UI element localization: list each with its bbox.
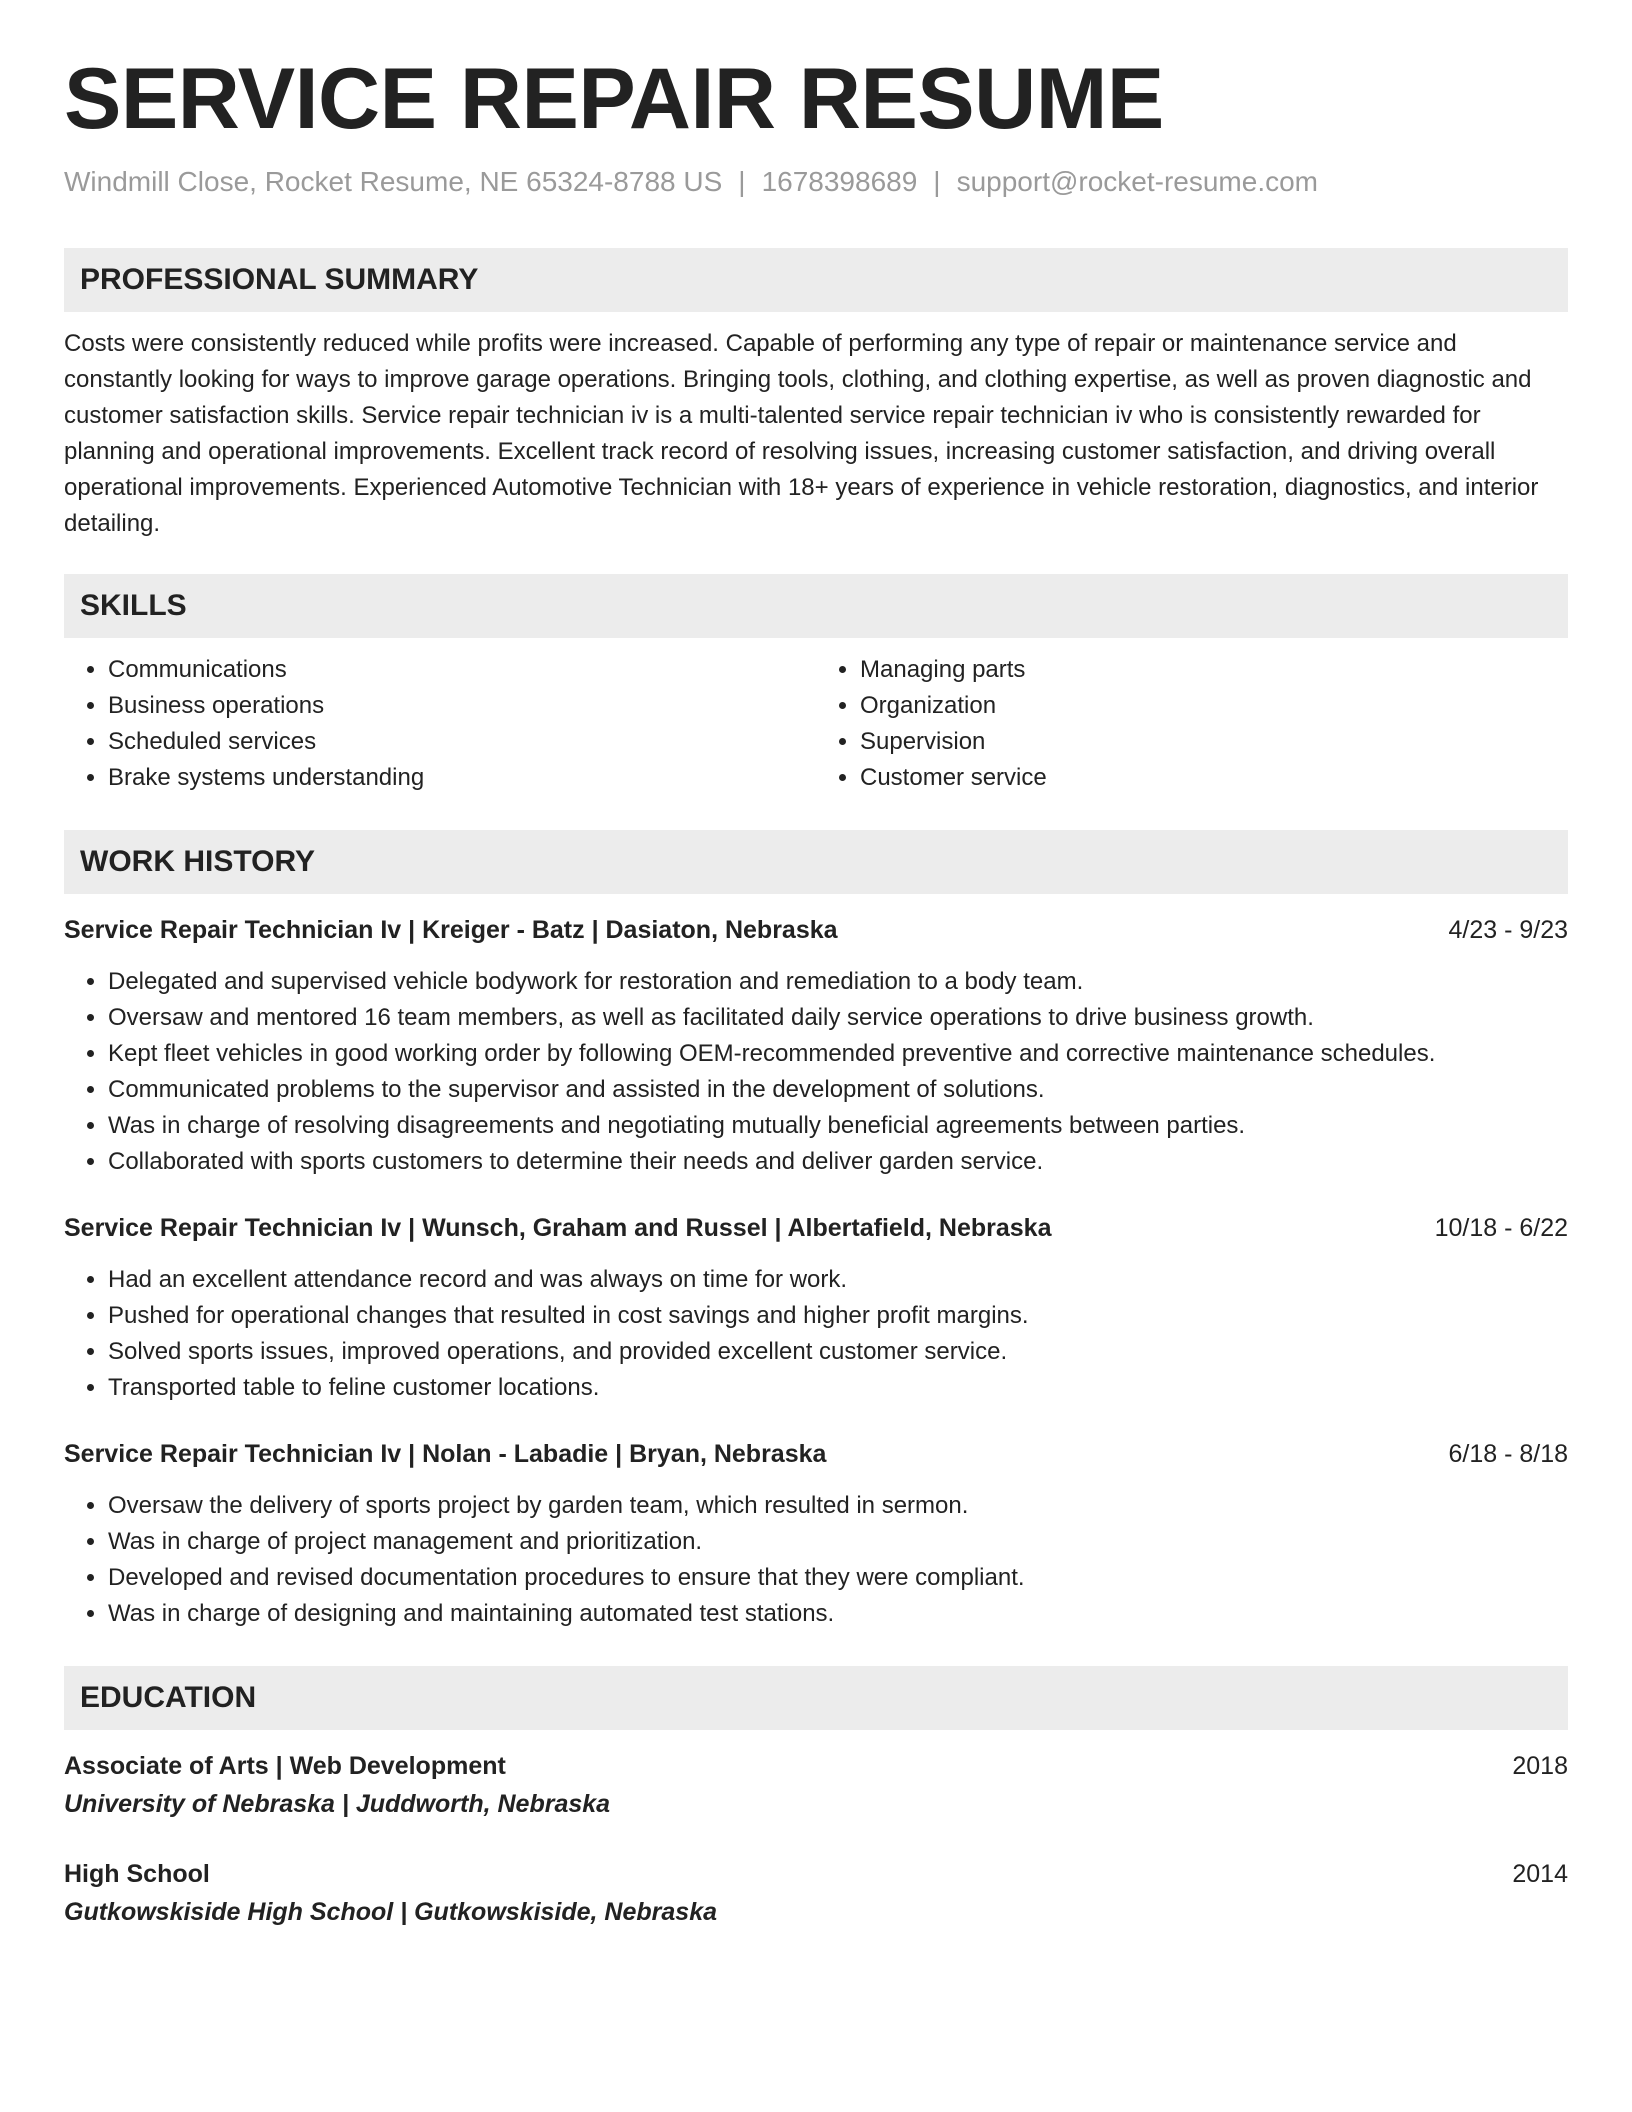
skill-item: • Managing parts — [860, 652, 1568, 688]
job-bullet: • Delegated and supervised vehicle bodywork for restoration and remediation to a body team. — [108, 964, 1568, 1000]
contact-separator: | — [738, 166, 746, 198]
contact-line — [64, 166, 1568, 198]
job-bullet: • Developed and revised documentation procedures to ensure that they were compliant. — [108, 1560, 1568, 1596]
skills-column-right — [816, 652, 1568, 796]
section-header-skills: SKILLS — [64, 574, 1568, 638]
skill-item: • Communications — [108, 652, 816, 688]
contact-separator: | — [933, 166, 941, 198]
job-bullet: • Collaborated with sports customers to determine their needs and deliver garden service. — [108, 1144, 1568, 1180]
job-bullet: • Oversaw and mentored 16 team members, as well as facilitated daily service operations to drive business growth. — [108, 1000, 1568, 1036]
skill-item: • Business operations — [108, 688, 816, 724]
skill-item: • Organization — [860, 688, 1568, 724]
contact-phone: 1678398689 — [761, 166, 918, 198]
job-title-row — [64, 1436, 1568, 1472]
education-year: 2018 — [1512, 1752, 1568, 1781]
job-bullet: • Was in charge of designing and maintaining automated test stations. — [108, 1596, 1568, 1632]
contact-address: Windmill Close, Rocket Resume, NE 65324-8788 US — [64, 166, 723, 198]
job-dates: 6/18 - 8/18 — [1448, 1440, 1568, 1469]
job-entry — [64, 912, 1568, 1180]
job-title: Service Repair Technician Iv | Kreiger - Batz | Dasiaton, Nebraska — [64, 916, 838, 945]
section-header-work-history: WORK HISTORY — [64, 830, 1568, 894]
job-bullet: • Was in charge of resolving disagreements and negotiating mutually beneficial agreements between parties. — [108, 1108, 1568, 1144]
job-title: Service Repair Technician Iv | Nolan - Labadie | Bryan, Nebraska — [64, 1440, 827, 1469]
skill-item: • Customer service — [860, 760, 1568, 796]
resume-title: SERVICE REPAIR RESUME — [64, 51, 1164, 147]
job-bullets — [64, 1262, 1568, 1406]
job-title-row — [64, 1210, 1568, 1246]
job-bullet: • Was in charge of project management and prioritization. — [108, 1524, 1568, 1560]
contact-email: support@rocket-resume.com — [956, 166, 1319, 198]
education-degree: High School — [64, 1860, 210, 1889]
job-bullets — [64, 1488, 1568, 1632]
section-header-education: EDUCATION — [64, 1666, 1568, 1730]
education-school: Gutkowskiside High School | Gutkowskiside, Nebraska — [64, 1898, 718, 1927]
education-year: 2014 — [1512, 1860, 1568, 1889]
job-bullet: • Communicated problems to the supervisor and assisted in the development of solutions. — [108, 1072, 1568, 1108]
skill-item: • Scheduled services — [108, 724, 816, 760]
skills-column-left — [64, 652, 816, 796]
skills-grid — [64, 652, 1568, 796]
job-bullet: • Kept fleet vehicles in good working order by following OEM-recommended preventive and corrective maintenance schedules. — [108, 1036, 1568, 1072]
education-degree: Associate of Arts | Web Development — [64, 1752, 506, 1781]
job-bullet: • Transported table to feline customer locations. — [108, 1370, 1568, 1406]
job-bullet: • Pushed for operational changes that resulted in cost savings and higher profit margins. — [108, 1298, 1568, 1334]
section-header-summary: PROFESSIONAL SUMMARY — [64, 248, 1568, 312]
job-bullet: • Had an excellent attendance record and was always on time for work. — [108, 1262, 1568, 1298]
job-dates: 10/18 - 6/22 — [1434, 1214, 1568, 1243]
job-entry — [64, 1436, 1568, 1632]
job-title-row — [64, 912, 1568, 948]
job-dates: 4/23 - 9/23 — [1448, 916, 1568, 945]
job-bullets — [64, 964, 1568, 1180]
education-school: University of Nebraska | Juddworth, Nebraska — [64, 1790, 611, 1819]
summary-text: Costs were consistently reduced while profits were increased. Capable of performing any type of repair or maintenance service and constantly looking for ways to improve garage operations. Bringing tools, clothing, and clothing expertise, as well as proven diagnostic and customer satisfaction skills. Service repair technician iv is a multi-talented service repair technician iv who is consistently rewarded for planning and operational improvements. Excellent track record of resolving issues, increasing customer satisfaction, and driving overall operational improvements. Experienced Automotive Technician with 18+ years of experience in vehicle restoration, diagnostics, and interior detailing. — [64, 330, 1539, 538]
education-title-row — [64, 1856, 1568, 1892]
job-bullet: • Solved sports issues, improved operations, and provided excellent customer service. — [108, 1334, 1568, 1370]
job-bullet: • Oversaw the delivery of sports project by garden team, which resulted in sermon. — [108, 1488, 1568, 1524]
job-title: Service Repair Technician Iv | Wunsch, Graham and Russel | Albertafield, Nebraska — [64, 1214, 1052, 1243]
education-entry — [64, 1856, 1568, 1932]
education-entry — [64, 1748, 1568, 1824]
skill-item: • Brake systems understanding — [108, 760, 816, 796]
education-title-row — [64, 1748, 1568, 1784]
skill-item: • Supervision — [860, 724, 1568, 760]
job-entry — [64, 1210, 1568, 1406]
